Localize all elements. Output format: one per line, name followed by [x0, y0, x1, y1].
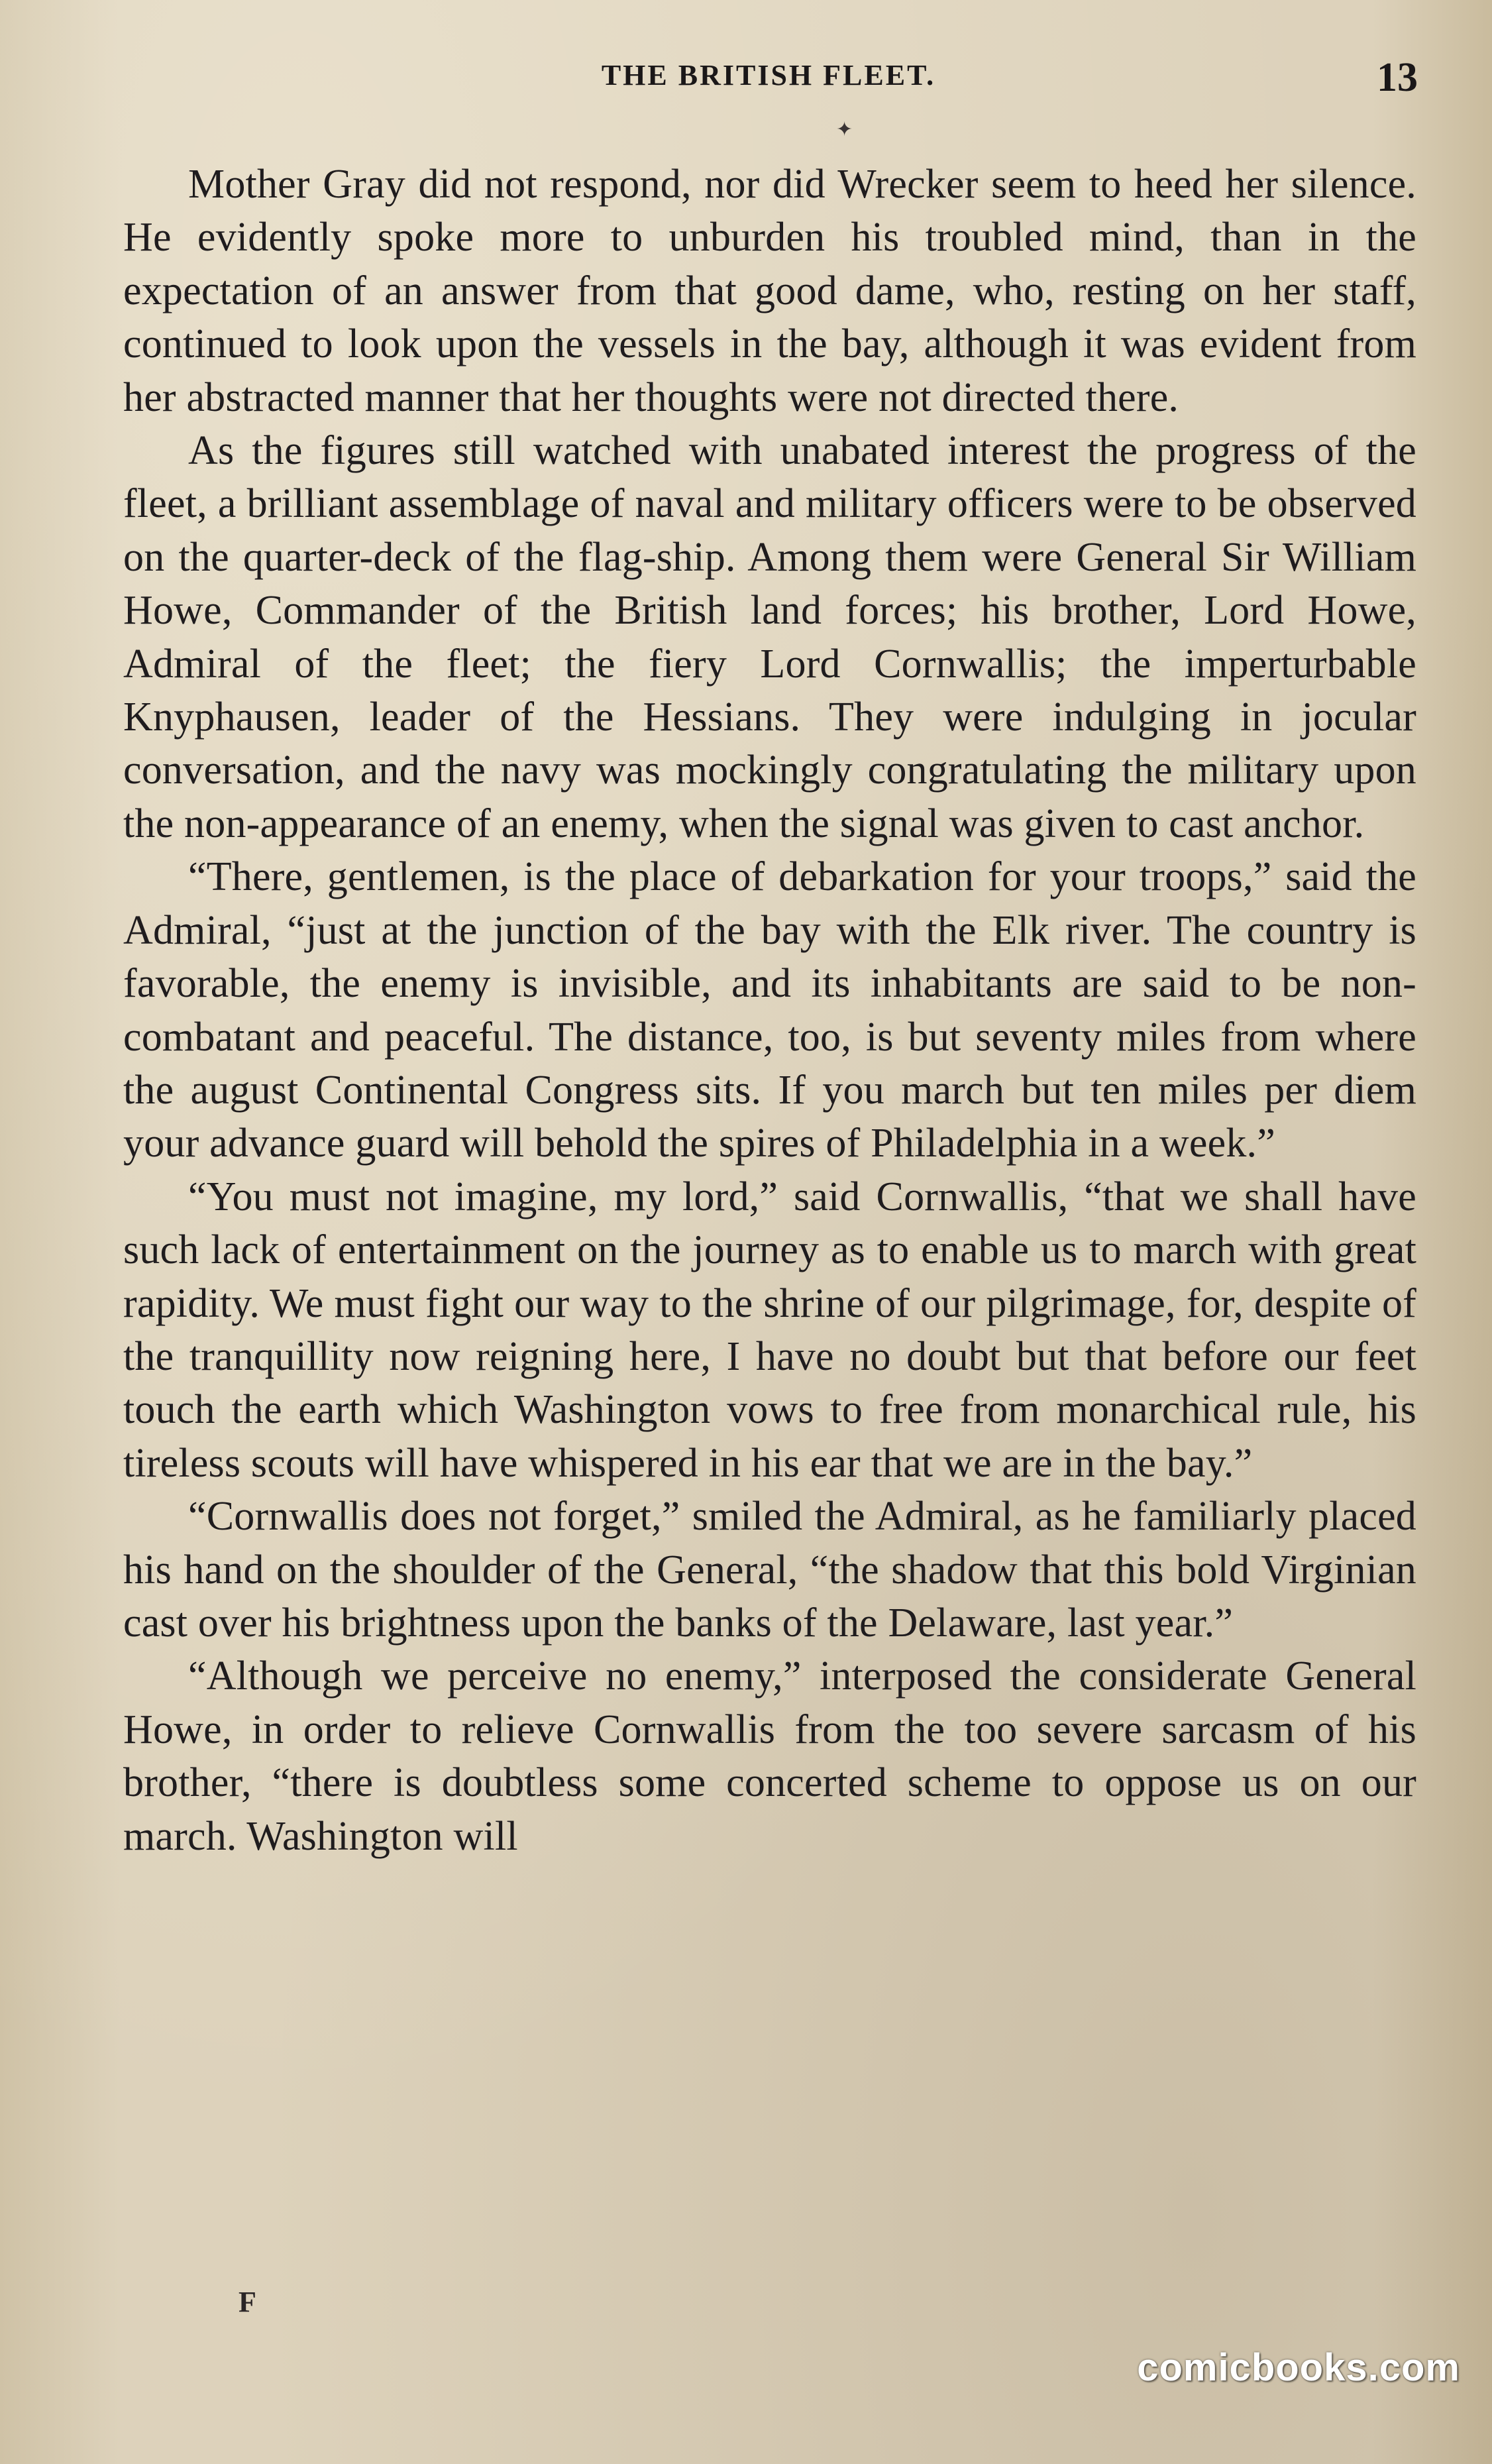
- running-title: THE BRITISH FLEET.: [601, 59, 936, 91]
- bottom-mark: F: [239, 2286, 256, 2318]
- paragraph: “You must not imagine, my lord,” said Cornwallis, “that we shall have such lack of entertainment on the journey as to enable us to march with great rapidity. We must fight our way to the shrine of our pilgrimage, for, despite of the tranquillity now reigning here, I have no doubt but that before our feet touch the earth which Washington vows to free from monarchical rule, his tireless scouts will have whispered in his ear that we are in the bay.”: [123, 1174, 1416, 1486]
- paragraph: As the figures still watched with unabated interest the progress of the fleet, a brilliant assemblage of naval and military officers were to be observed on the quarter-deck of the flag-ship. Among them were General Sir William Howe, Commander of the British land forces; his brother, Lord Howe, Admiral of the fleet; the fiery Lord Cornwallis; the imperturbable Knyphausen, leader of the Hessians. They were indulging in jocular conversation, and the navy was mockingly congratulating the military upon the non-appearance of an enemy, when the signal was given to cast anchor.: [123, 428, 1416, 846]
- paragraph: Mother Gray did not respond, nor did Wrecker seem to heed her silence. He evidently spoke more to unburden his troubled mind, than in the expectation of an answer from that good dame, who, resting on her staff, continued to look upon the vessels in the bay, although it was evident from her abstracted manner that her thoughts were not directed there.: [123, 162, 1416, 420]
- page-number: 13: [1377, 55, 1418, 100]
- body-text: [123, 158, 1416, 1863]
- paragraph: “Cornwallis does not forget,” smiled the Admiral, as he familiarly placed his hand on the shoulder of the General, “the shadow that this bold Virginian cast over his brightness upon the banks of the Delaware, last year.”: [123, 1494, 1416, 1646]
- paragraph: “There, gentlemen, is the place of debarkation for your troops,” said the Admiral, “just at the junction of the bay with the Elk river. The country is favorable, the enemy is invisible, and its inhabitants are said to be non-combatant and peaceful. The distance, too, is but seventy miles from where the august Continental Congress sits. If you march but ten miles per diem your advance guard will behold the spires of Philadelphia in a week.”: [123, 854, 1416, 1166]
- paragraph: “Although we perceive no enemy,” interposed the considerate General Howe, in order to relieve Cornwallis from the too severe sarcasm of his brother, “there is doubtless some concerted scheme to oppose us on our march. Washington will: [123, 1653, 1416, 1859]
- watermark: comicbooks.com: [1137, 2346, 1460, 2389]
- running-head: [119, 55, 1418, 105]
- ornament-icon: ✦: [836, 119, 853, 140]
